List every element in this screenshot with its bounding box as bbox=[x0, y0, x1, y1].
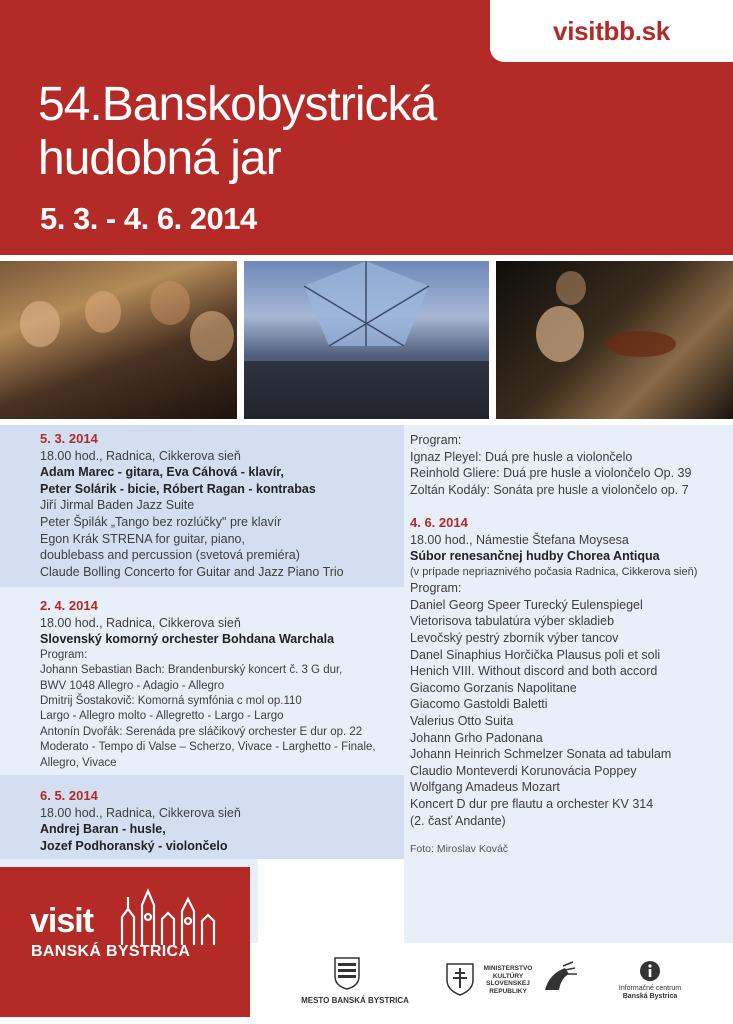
visit-logo-box[interactable] bbox=[0, 867, 250, 1017]
band-6 bbox=[404, 873, 733, 943]
event-place: 18.00 hod., Radnica, Cikkerova sieň bbox=[40, 805, 241, 820]
program-item: Moderato - Tempo di Valse – Scherzo, Vivace - Larghetto - Finale, bbox=[40, 741, 376, 754]
program-item: (2. časť Andante) bbox=[410, 813, 506, 828]
program-label: Program: bbox=[40, 648, 88, 661]
photo-credit: Foto: Miroslav Kováč bbox=[410, 843, 509, 856]
program-item: doublebass and percussion (svetová premiéra) bbox=[40, 548, 300, 563]
program-item: Levočský pestrý zborník výber tancov bbox=[410, 630, 619, 645]
city-coat-of-arms-icon bbox=[333, 956, 361, 990]
program-item: Claudio Monteverdi Korunovácia Poppey bbox=[410, 763, 637, 778]
ministry-line: SLOVENSKEJ bbox=[486, 980, 530, 987]
program-item: BWV 1048 Allegro - Adagio - Allegro bbox=[40, 679, 225, 692]
info-line: Informačné centrum bbox=[618, 985, 682, 992]
event-3-program bbox=[410, 432, 730, 498]
logo-visit-word: visit bbox=[30, 902, 94, 940]
event-date: 2. 4. 2014 bbox=[40, 598, 98, 613]
event-date: 6. 5. 2014 bbox=[40, 788, 98, 803]
event-performers: Adam Marec - gitara, Eva Cáhová - klavír, bbox=[40, 465, 284, 480]
event-date: 5. 3. 2014 bbox=[40, 431, 98, 446]
event-performers: Súbor renesančnej hudby Chorea Antiqua bbox=[410, 549, 660, 564]
event-performers: Andrej Baran - husle, bbox=[40, 822, 166, 837]
hall-window-icon bbox=[244, 261, 489, 419]
city-skyline-icon bbox=[118, 887, 228, 947]
program-item: Allegro, Vivace bbox=[40, 756, 117, 769]
program-item: Koncert D dur pre flautu a orchester KV 314 bbox=[410, 796, 654, 811]
info-line: Banská Bystrica bbox=[622, 993, 678, 1000]
event-block-3 bbox=[40, 788, 400, 854]
photo-audience-applause bbox=[0, 261, 237, 419]
ministry-line: MINISTERSTVO bbox=[483, 965, 533, 972]
program-item: Zoltán Kodály: Sonáta pre husle a violončelo op. 7 bbox=[410, 482, 689, 497]
program-item: Johann Heinrich Schmelzer Sonata ad tabulam bbox=[410, 747, 672, 762]
program-item: Giacomo Gorzanis Napolitane bbox=[410, 680, 577, 695]
photo-concert-hall bbox=[244, 261, 489, 419]
page-title bbox=[38, 78, 436, 186]
info-centre-label bbox=[610, 985, 690, 1001]
partner-mesto-label: MESTO BANSKÁ BYSTRICA bbox=[301, 996, 409, 1005]
site-url-tab[interactable] bbox=[490, 0, 733, 62]
program-item: Egon Krák STRENA for guitar, piano, bbox=[40, 531, 245, 546]
program-item: Reinhold Gliere: Duá pre husle a violončelo Op. 39 bbox=[410, 466, 692, 481]
site-url[interactable]: visitbb.sk bbox=[553, 15, 670, 46]
partner-ministry bbox=[445, 962, 585, 1002]
logo-city-name: BANSKÁ BYSTRICA bbox=[31, 943, 191, 960]
program-item: Peter Špilák „Tango bez rozlúčky" pre klavír bbox=[40, 514, 282, 529]
program-item: Vietorisova tabulatúra výber skladieb bbox=[410, 614, 615, 629]
ministry-line: KULTÚRY bbox=[492, 972, 524, 980]
program-item: Jiří Jirmal Baden Jazz Suite bbox=[40, 498, 195, 513]
festival-dates: 5. 3. - 4. 6. 2014 bbox=[40, 201, 257, 236]
program-item: Henich VIII. Without discord and both accord bbox=[410, 664, 658, 679]
program-item: Antonín Dvořák: Serenáda pre sláčikový orchester E dur op. 22 bbox=[40, 725, 363, 738]
event-place: 18.00 hod., Radnica, Cikkerova sieň bbox=[40, 448, 241, 463]
program-label: Program: bbox=[410, 433, 462, 447]
partner-ministry-label bbox=[479, 965, 537, 995]
event-performers: Peter Solárik - bicie, Róbert Ragan - kontrabas bbox=[40, 481, 316, 496]
program-item: Largo - Allegro molto - Allegretto - Largo - Largo bbox=[40, 710, 284, 723]
program-item: Wolfgang Amadeus Mozart bbox=[410, 780, 560, 795]
program-label: Program: bbox=[410, 581, 462, 596]
photo-violinist bbox=[496, 261, 733, 419]
title-line-1: 54.Banskobystrická bbox=[38, 78, 437, 131]
program-item: Ignaz Pleyel: Duá pre husle a violončelo bbox=[410, 449, 633, 464]
event-place: 18.00 hod., Radnica, Cikkerova sieň bbox=[40, 615, 241, 630]
event-block-2 bbox=[40, 598, 400, 771]
event-date: 4. 6. 2014 bbox=[410, 515, 468, 530]
title-line-2: hudobná jar bbox=[38, 132, 281, 185]
program-item: Valerius Otto Suita bbox=[410, 713, 514, 728]
program-item: Giacomo Gastoldi Baletti bbox=[410, 697, 548, 712]
program-item: Johann Sebastian Bach: Brandenburský koncert č. 3 G dur, bbox=[40, 664, 343, 677]
header-banner bbox=[0, 0, 733, 255]
ministry-line: REPUBLIKY bbox=[489, 987, 527, 995]
event-note: (v prípade nepriaznivého počasia Radnica, Cikkerova sieň) bbox=[410, 565, 698, 578]
event-block-4 bbox=[410, 515, 730, 858]
event-performers: Jozef Podhoranský - violončelo bbox=[40, 838, 228, 853]
event-place: 18.00 hod., Námestie Štefana Moysesa bbox=[410, 532, 629, 547]
photo-strip bbox=[0, 261, 733, 419]
slovak-coat-of-arms-icon bbox=[445, 962, 475, 996]
program-item: Daniel Georg Speer Turecký Eulenspiegel bbox=[410, 597, 643, 612]
event-block-1 bbox=[40, 431, 400, 580]
program-item: Johann Grho Padonana bbox=[410, 730, 543, 745]
program-item: Dmitrij Šostakovič: Komorná symfónia c mol op.110 bbox=[40, 695, 302, 707]
ministry-profile-logo-icon bbox=[539, 960, 579, 998]
program-item: Claude Bolling Concerto for Guitar and Jazz Piano Trio bbox=[40, 564, 344, 579]
info-icon bbox=[639, 960, 661, 982]
program-item: Danel Sinaphius Horčička Plausus poli et soli bbox=[410, 647, 661, 662]
event-performers: Slovenský komorný orchester Bohdana Warchala bbox=[40, 632, 335, 647]
